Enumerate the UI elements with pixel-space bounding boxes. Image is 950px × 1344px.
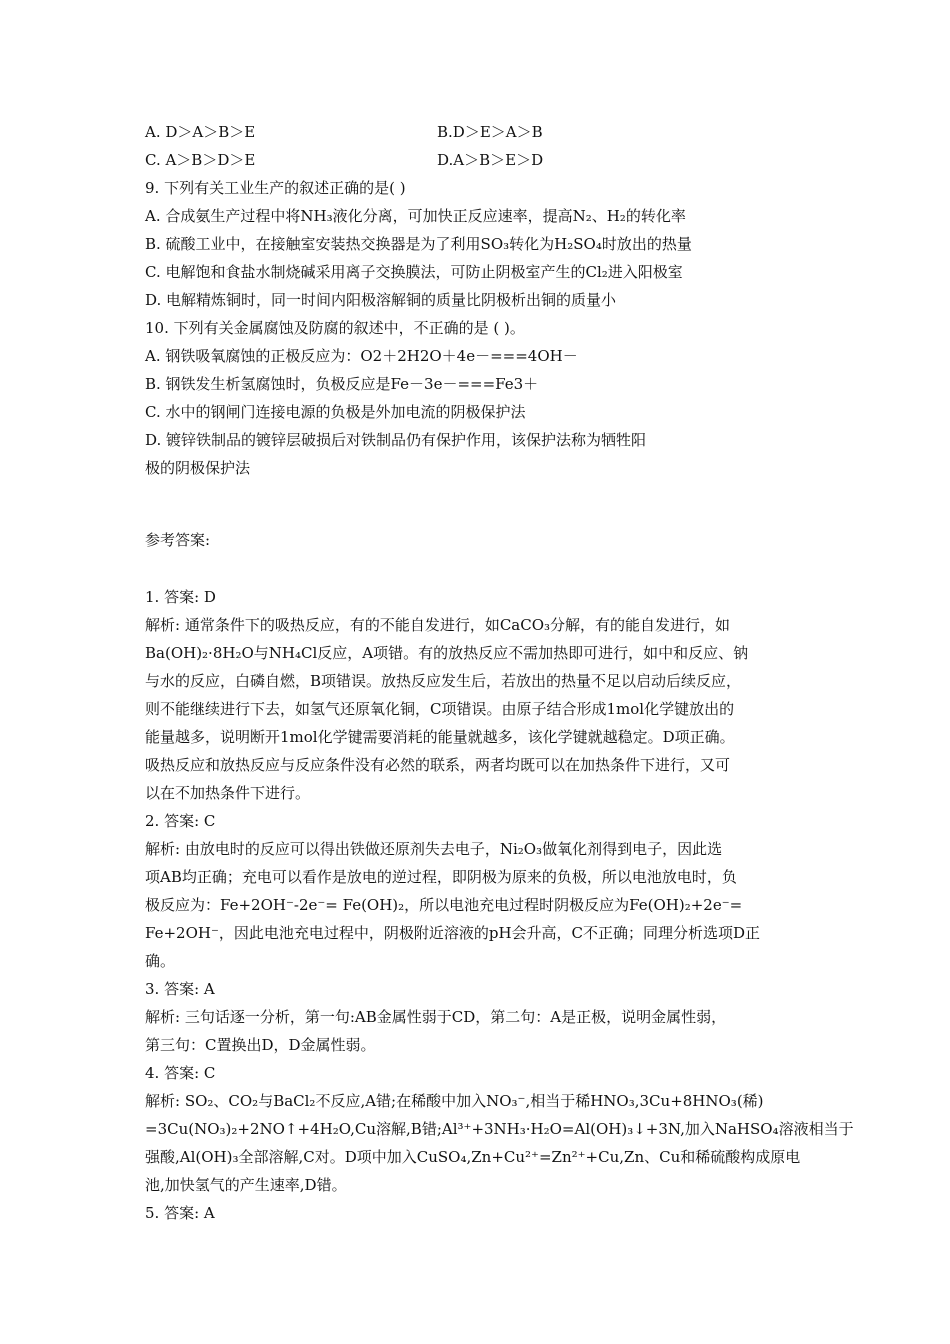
answer-1-explanation-line: 吸热反应和放热反应与反应条件没有必然的联系，两者均既可以在加热条件下进行，又可 [145,756,731,774]
answer-2-explanation-line: Fe+2OH⁻，因此电池充电过程中，阴极附近溶液的pH会升高，C不正确；同理分析选项D正 [145,924,761,942]
answer-2-explanation-line: 解析: 由放电时的反应可以得出铁做还原剂失去电子，Ni₂O₃做氧化剂得到电子，因此选 [145,840,723,858]
answer-5-label: 5. 答案: A [145,1204,215,1222]
q8-option-b: B.D＞E＞A＞B [437,123,543,141]
q9-option-b: B. 硫酸工业中，在接触室安装热交换器是为了利用SO₃转化为H₂SO₄时放出的热量 [145,235,692,253]
answer-1-label: 1. 答案: D [145,588,216,606]
q8-option-a: A. D＞A＞B＞E [145,123,256,141]
q8-option-c: C. A＞B＞D＞E [145,151,256,169]
answer-2-explanation-line: 确。 [145,952,176,970]
answer-4-label: 4. 答案: C [145,1064,216,1082]
answer-3-explanation-line: 解析: 三句话逐一分析，第一句:AB金属性弱于CD，第二句：A是正极，说明金属性弱， [145,1008,727,1026]
answer-2-explanation-line: 极反应为：Fe+2OH⁻-2e⁻= Fe(OH)₂，所以电池充电过程时阴极反应为Fe(OH)₂+2e⁻= [145,896,743,914]
q9-option-a: A. 合成氨生产过程中将NH₃液化分离，可加快正反应速率，提高N₂、H₂的转化率 [145,207,686,225]
answer-3-explanation-line: 第三句：C置换出D，D金属性弱。 [145,1036,376,1054]
q10-stem: 10. 下列有关金属腐蚀及防腐的叙述中，不正确的是 ( )。 [145,319,525,337]
answer-4-explanation-line: 解析: SO₂、CO₂与BaCl₂不反应,A错;在稀酸中加入NO₃⁻,相当于稀HNO₃,3Cu+8HNO₃(稀) [145,1092,764,1110]
answer-2-label: 2. 答案: C [145,812,216,830]
answer-1-explanation-line: 能量越多，说明断开1mol化学键需要消耗的能量就越多，该化学键就越稳定。D项正确。 [145,728,735,746]
answer-1-explanation-line: Ba(OH)₂·8H₂O与NH₄Cl反应，A项错。有的放热反应不需加热即可进行，如中和反应、钠 [145,644,749,662]
answer-4-explanation-line: 强酸,Al(OH)₃全部溶解,C对。D项中加入CuSO₄,Zn+Cu²⁺=Zn²⁺+Cu,Zn、Cu和稀硫酸构成原电 [145,1148,801,1166]
answer-1-explanation-line: 解析: 通常条件下的吸热反应，有的不能自发进行，如CaCO₃分解，有的能自发进行，如 [145,616,731,634]
q10-option-b: B. 钢铁发生析氢腐蚀时，负极反应是Fe－3e－===Fe3＋ [145,375,539,393]
q9-stem: 9. 下列有关工业生产的叙述正确的是( ) [145,179,406,197]
q9-option-c: C. 电解饱和食盐水制烧碱采用离子交换膜法，可防止阴极室产生的Cl₂进入阳极室 [145,263,683,281]
q8-option-d: D.A＞B＞E＞D [437,151,544,169]
q10-option-d-line1: D. 镀锌铁制品的镀锌层破损后对铁制品仍有保护作用，该保护法称为牺牲阳 [145,431,647,449]
answer-1-explanation-line: 则不能继续进行下去，如氢气还原氧化铜，C项错误。由原子结合形成1mol化学键放出的 [145,700,735,718]
answer-1-explanation-line: 以在不加热条件下进行。 [145,784,311,802]
q10-option-c: C. 水中的钢闸门连接电源的负极是外加电流的阴极保护法 [145,403,526,421]
answers-heading: 参考答案: [145,531,211,549]
q10-option-d-line2: 极的阴极保护法 [145,459,251,477]
q10-option-a: A. 钢铁吸氧腐蚀的正极反应为：O2＋2H2O＋4e－===4OH－ [145,347,578,365]
answer-4-explanation-line: =3Cu(NO₃)₂+2NO↑+4H₂O,Cu溶解,B错;Al³⁺+3NH₃·H₂O=Al(OH)₃↓+3N,加入NaHSO₄溶液相当于 [145,1120,854,1138]
answer-2-explanation-line: 项AB均正确；充电可以看作是放电的逆过程，即阴极为原来的负极，所以电池放电时，负 [145,868,737,886]
answer-3-label: 3. 答案: A [145,980,215,998]
answer-1-explanation-line: 与水的反应，白磷自燃，B项错误。放热反应发生后，若放出的热量不足以启动后续反应， [145,672,742,690]
answer-4-explanation-line: 池,加快氢气的产生速率,D错。 [145,1176,347,1194]
q9-option-d: D. 电解精炼铜时，同一时间内阳极溶解铜的质量比阴极析出铜的质量小 [145,291,617,309]
